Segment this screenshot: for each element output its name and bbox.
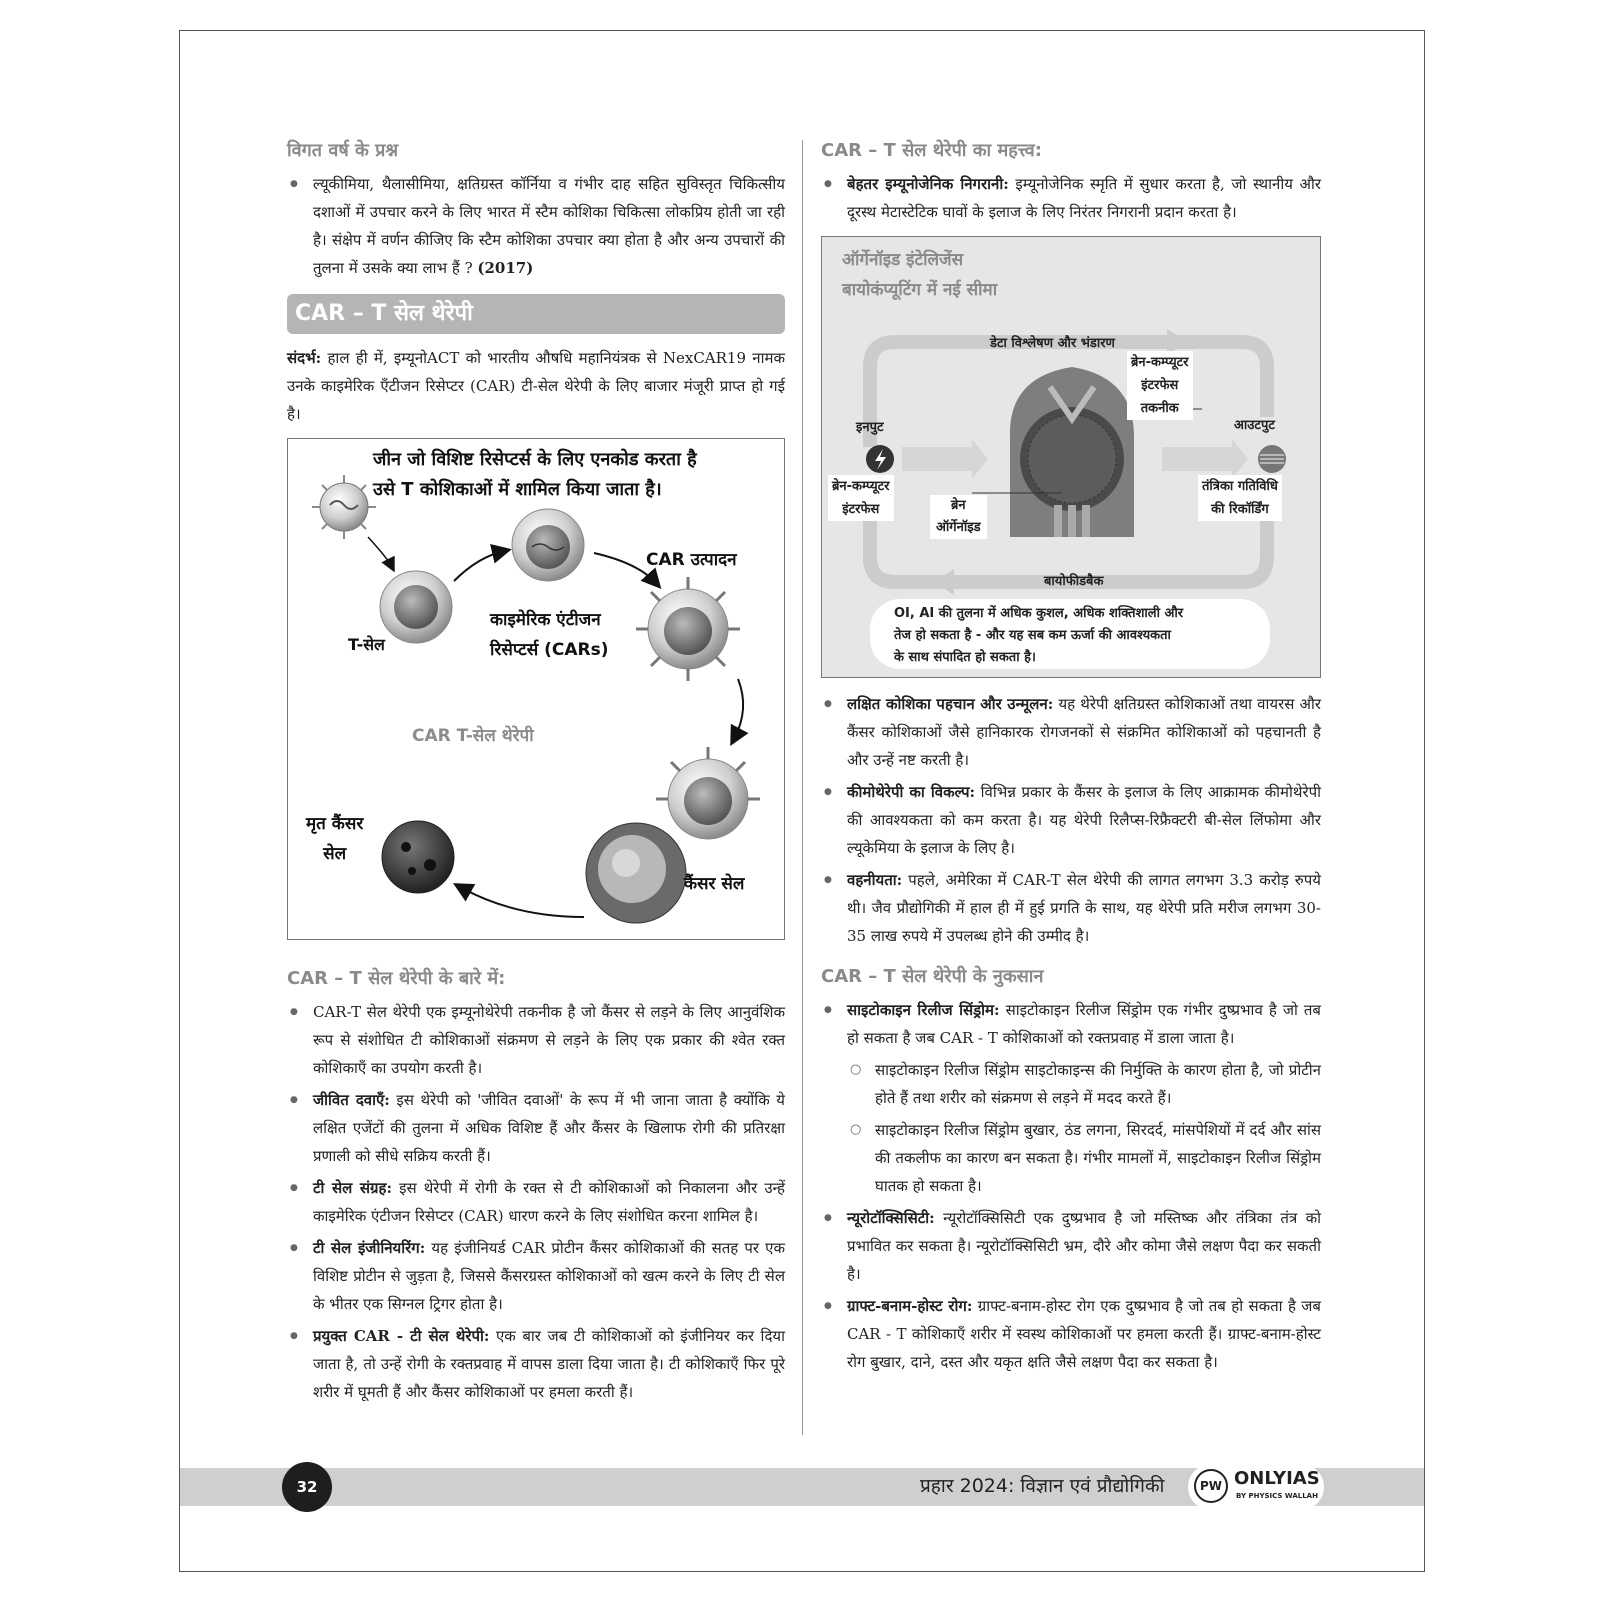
input-arrow xyxy=(902,439,988,479)
modified-t-cell-icon xyxy=(512,509,584,581)
figure1-center-label: CAR T-सेल थेरेपी xyxy=(412,726,534,746)
drawback-item-label: ग्राफ्ट-बनाम-होस्ट रोग: xyxy=(847,1297,973,1315)
about-item-label: टी सेल संग्रह: xyxy=(313,1179,392,1197)
column-divider xyxy=(802,140,803,1435)
figure2-title-line2: बायोकंप्यूटिंग में नई सीमा xyxy=(842,280,998,300)
drawback-item-text: साइटोकाइन रिलीज सिंड्रोम एक गंभीर दुष्प्रभाव है जो तब हो सकता है जब CAR - T कोशिकाओं को रक्तप्रवाह में डाला जाता है। xyxy=(847,1001,1321,1047)
arrow-tcell-to-modified xyxy=(454,551,504,581)
about-item-text: इस थेरेपी में रोगी के रक्त से टी कोशिकाओं को निकालना और उन्हें काइमेरिक एंटीजन रिसेप्टर (CAR) धारण करने के लिए संशोधित करना शामिल है। xyxy=(313,1179,785,1225)
onlyias-logo xyxy=(1188,1464,1324,1510)
importance-item-text: विभिन्न प्रकार के कैंसर के इलाज के लिए आक्रामक कीमोथेरेपी की आवश्यकता को कम करता है। यह थेरेपी रिलैप्स-रिफ्रैक्टरी बी-सेल लिंफोमा और ल्यूकेमिया के इलाज के लिए है। xyxy=(847,783,1321,857)
dead-cancer-cell-icon xyxy=(382,821,454,893)
drawbacks-heading: CAR – T सेल थेरेपी के नुकसान xyxy=(821,966,1044,987)
bci-left-label-1: ब्रेन-कम्प्यूटर xyxy=(832,479,890,494)
drawback-subitem: ○ साइटोकाइन रिलीज सिंड्रोम बुखार, ठंड लगना, सिरदर्द, मांसपेशियों में दर्द और सांस की तकलीफ का कारण बन सकता है। गंभीर मामलों में, साइटोकाइन रिलीज सिंड्रोम घातक हो सकता है। xyxy=(821,1116,1321,1200)
about-item xyxy=(287,1234,785,1318)
about-item-text: CAR-T सेल थेरेपी एक इम्यूनोथेरेपी तकनीक है जो कैंसर से लड़ने के लिए आनुवंशिक रूप से संशोधित टी कोशिकाओं संक्रमण से लड़ने के लिए एक प्रकार की श्वेत रक्त कोशिकाएँ का उपयोग करती है। xyxy=(313,1003,785,1077)
output-arrow xyxy=(1162,439,1248,479)
pyq-heading: विगत वर्ष के प्रश्न xyxy=(287,140,399,161)
cancer-cell-label: कैंसर सेल xyxy=(684,874,745,894)
about-item xyxy=(287,998,785,1082)
left-column xyxy=(287,132,785,1410)
arrow-to-binding xyxy=(734,679,743,739)
bci-tech-label-2: इंटरफेस xyxy=(1141,378,1179,393)
dead-cell-label-line1: मृत कैंसर xyxy=(306,814,364,834)
importance-item-text: पहले, अमेरिका में CAR-T सेल थेरेपी की लागत लगभग 3.3 करोड़ रुपये थी। जैव प्रौद्योगिकी में हाल ही में हुई प्रगति के साथ, यह थेरेपी प्रति मरीज लगभग 30-35 लाख रुपये में उपलब्ध होने की उम्मीद है। xyxy=(847,871,1321,945)
input-label: इनपुट xyxy=(856,420,884,435)
topic-title-bar: CAR – T सेल थेरेपी xyxy=(287,294,785,334)
importance-item-label: कीमोथेरेपी का विकल्प: xyxy=(847,783,976,801)
bci-tech-label-1: ब्रेन-कम्प्यूटर xyxy=(1131,355,1189,370)
importance-item-label: बेहतर इम्यूनोजेनिक निगरानी: xyxy=(847,175,1009,193)
output-label: आउटपुट xyxy=(1234,418,1275,433)
importance-item xyxy=(821,866,1321,950)
pyq-question xyxy=(287,170,785,282)
organoid-intelligence-figure xyxy=(821,236,1321,678)
figure1-title-line1: जीन जो विशिष्ट रिसेप्टर्स के लिए एनकोड करता है xyxy=(373,449,697,470)
about-item xyxy=(287,1322,785,1406)
importance-item-text: यह थेरेपी क्षतिग्रस्त कोशिकाओं तथा वायरस और कैंसर कोशिकाओं जैसे हानिकारक रोगजनकों से संक्रमित कोशिकाओं को पहचानती है और उन्हें नष्ट करती है। xyxy=(847,695,1321,769)
importance-item-label: वहनीयता: xyxy=(847,871,903,889)
about-item-label: टी सेल इंजीनियरिंग: xyxy=(313,1239,426,1257)
cars-label-line1: काइमेरिक एंटीजन xyxy=(490,610,601,630)
organoid-label-2: ऑर्गेनॉइड xyxy=(936,520,981,535)
drawback-item xyxy=(821,996,1321,1052)
biofeedback-label: बायोफीडबैक xyxy=(1044,574,1104,589)
pyq-text: ल्यूकीमिया, थैलासीमिया, क्षतिग्रस्त कॉर्निया व गंभीर दाह सहित सुविस्तृत चिकित्सीय दशाओं में उपचार करने के लिए भारत में स्टैम कोशिका चिकित्सा लोकप्रिय होती जा रही है। संक्षेप में वर्णन कीजिए कि स्टैम कोशिका उपचार क्या होता है और अन्य उपचारों की तुलना में उसके क्या लाभ हैं ? xyxy=(313,175,785,277)
bci-tech-label-3: तकनीक xyxy=(1140,401,1179,416)
logo-text: ONLYIAS xyxy=(1234,1468,1320,1489)
drawback-item xyxy=(821,1204,1321,1288)
context-label: संदर्भ: xyxy=(287,349,322,367)
drawback-item-text: न्यूरोटॉक्सिसिटी एक दुष्प्रभाव है जो मस्तिष्क और तंत्रिका तंत्र को प्रभावित कर सकता है। न्यूरोटॉक्सिसिटी भ्रम, दौरे और कोमा जैसे लक्षण पैदा कर सकती है। xyxy=(847,1209,1321,1283)
bci-left-label-2: इंटरफेस xyxy=(842,502,880,517)
car-production-label: CAR उत्पादन xyxy=(646,550,737,570)
drawback-subitem: ○ साइटोकाइन रिलीज सिंड्रोम साइटोकाइन्स की निर्मुक्ति के कारण होता है, जो प्रोटीन होते हैं तथा शरीर को संक्रमण से लड़ने में मदद करते हैं। xyxy=(821,1056,1321,1112)
bound-car-t-cell-icon xyxy=(656,747,760,839)
page-number: 32 xyxy=(282,1462,332,1512)
lightning-icon xyxy=(866,445,894,473)
figure2-title-line1: ऑर्गेनॉइड इंटेलिजेंस xyxy=(842,250,964,270)
drawback-item-text: ग्राफ्ट-बनाम-होस्ट रोग एक दुष्प्रभाव है जो तब हो सकता है जब CAR - T कोशिकाएँ शरीर में स्वस्थ कोशिकाओं पर हमला करती हैं। ग्राफ्ट-बनाम-होस्ट रोग बुखार, दाने, दस्त और यकृत क्षति जैसे लक्षण पैदा कर सकता है। xyxy=(847,1297,1321,1371)
cancer-cell-icon xyxy=(586,823,686,923)
logo-subtext: BY PHYSICS WALLAH xyxy=(1236,1492,1318,1500)
t-cell-icon xyxy=(380,571,452,643)
data-storage-label: डेटा विश्लेषण और भंडारण xyxy=(990,336,1115,351)
neural-label-2: की रिकॉर्डिंग xyxy=(1211,502,1269,517)
about-item xyxy=(287,1174,785,1230)
about-item-text: यह इंजीनियर्ड CAR प्रोटीन कैंसर कोशिकाओं की सतह पर एक विशिष्ट प्रोटीन से जुड़ता है, जिससे कैंसरग्रस्त कोशिकाओं को खत्म करने के लिए टी सेल के भीतर एक सिग्नल ट्रिगर होता है। xyxy=(313,1239,785,1313)
context-text: हाल ही में, इम्यूनोACT को भारतीय औषधि महानियंत्रक से NexCAR19 नामक उनके काइमेरिक एँटीजन रिसेप्टर (CAR) टी-सेल थेरेपी के लिए बाजार मंजूरी प्राप्त हो गई है। xyxy=(287,349,785,423)
figure1-title-line2: उसे T कोशिकाओं में शामिल किया जाता है। xyxy=(373,479,662,500)
drawback-item-label: साइटोकाइन रिलीज सिंड्रोम: xyxy=(847,1001,1000,1019)
importance-item xyxy=(821,690,1321,774)
dead-cell-label-line2: सेल xyxy=(323,844,347,864)
arrow-virus-to-tcell xyxy=(368,537,392,567)
importance-item xyxy=(821,778,1321,862)
note-line3: के साथ संपादित हो सकता है। xyxy=(894,650,1036,665)
pw-logo-icon: PW xyxy=(1194,1469,1228,1503)
drawback-item xyxy=(821,1292,1321,1376)
importance-item-label: लक्षित कोशिका पहचान और उन्मूलन: xyxy=(847,695,1054,713)
virus-icon xyxy=(312,475,376,539)
pyq-year: (2017) xyxy=(477,259,534,277)
car-t-cell-icon xyxy=(636,577,740,681)
neural-recording-icon xyxy=(1258,445,1286,473)
car-t-figure xyxy=(287,438,785,940)
importance-item-text: इम्यूनोजेनिक स्मृति में सुधार करता है, जो स्थानीय और दूरस्थ मेटास्टेटिक घावों के इलाज के लिए निरंतर निगरानी प्रदान करता है। xyxy=(847,175,1321,221)
note-line2: तेज हो सकता है - और यह सब कम ऊर्जा की आवश्यकता xyxy=(894,628,1171,643)
about-heading: CAR – T सेल थेरेपी के बारे में: xyxy=(287,968,506,989)
about-item-text: इस थेरेपी को 'जीवित दवाओं' के रूप में भी जाना जाता है क्योंकि ये लक्षित एजेंटों की तुलना में अधिक विशिष्ट हैं और कैंसर के खिलाफ रोगी की प्रतिरक्षा प्रणाली को सीधे सक्रिय करती हैं। xyxy=(313,1091,785,1165)
about-item-label: प्रयुक्त CAR - टी सेल थेरेपी: xyxy=(313,1327,490,1345)
t-cell-label: T-सेल xyxy=(348,635,385,654)
about-item-label: जीवित दवाएँ: xyxy=(313,1091,390,1109)
context-paragraph xyxy=(287,344,785,428)
about-item xyxy=(287,1086,785,1170)
arrow-to-dead-cell xyxy=(460,887,584,917)
right-column xyxy=(821,132,1321,1380)
about-item-text: एक बार जब टी कोशिकाओं को इंजीनियर कर दिया जाता है, तो उन्हें रोगी के रक्तप्रवाह में वापस डाला दिया जाता है। टी कोशिकाएँ फिर पूरे शरीर में घूमती हैं और कैंसर कोशिकाओं पर हमला करती हैं। xyxy=(313,1327,785,1401)
brain-organoid-icon xyxy=(1010,367,1134,537)
drawback-item-label: न्यूरोटॉक्सिसिटी: xyxy=(847,1209,935,1227)
footer-title: प्रहार 2024: विज्ञान एवं प्रौद्योगिकी xyxy=(920,1475,1165,1497)
importance-item xyxy=(821,170,1321,226)
importance-heading: CAR – T सेल थेरेपी का महत्त्व: xyxy=(821,140,1042,161)
note-line1: OI, AI की तुलना में अधिक कुशल, अधिक शक्तिशाली और xyxy=(894,606,1184,621)
cars-label-line2: रिसेप्टर्स (CARs) xyxy=(490,640,609,660)
organoid-label-1: ब्रेन xyxy=(950,498,966,513)
neural-label-1: तंत्रिका गतिविधि xyxy=(1202,479,1278,494)
